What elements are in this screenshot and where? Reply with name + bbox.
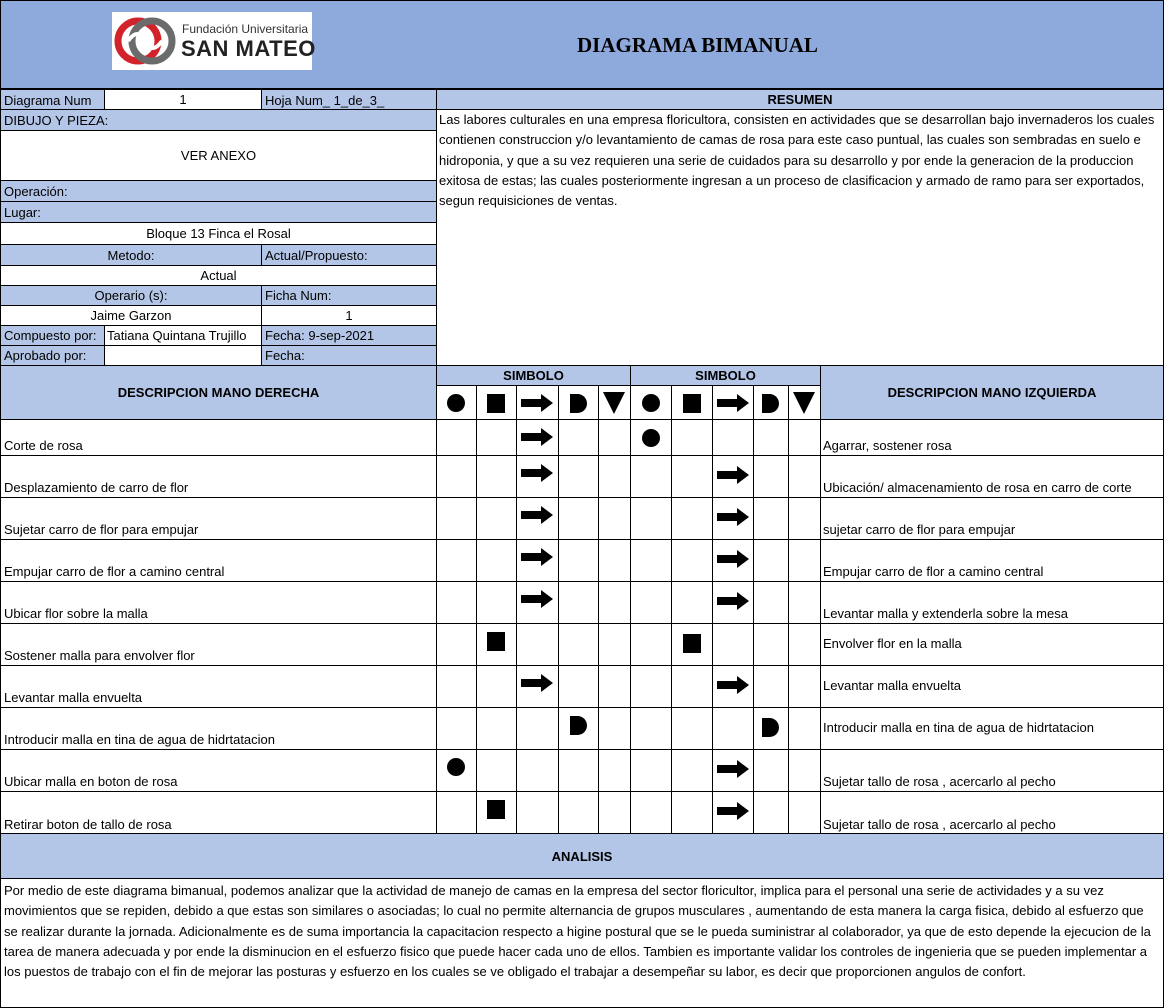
actual-propuesto-label-cell	[261, 244, 437, 266]
right-hand-text: Retirar boton de tallo de rosa	[4, 817, 172, 832]
symbol-cell	[598, 665, 631, 708]
delay-d-icon	[570, 716, 587, 735]
symbol-cell	[753, 497, 789, 540]
analisis-heading: ANALISIS	[551, 848, 613, 864]
symbol-cell	[712, 419, 754, 456]
symbol-cell	[753, 791, 789, 835]
symbol-cell	[788, 455, 821, 498]
symbol-cell	[558, 581, 599, 624]
left-hand-text: Ubicación/ almacenamiento de rosa en carro de corte	[823, 480, 1132, 495]
symbol-cell	[598, 791, 631, 835]
diagrama-num-label-cell	[0, 89, 105, 110]
symbol-cell	[788, 665, 821, 708]
transport-arrow-icon	[717, 676, 749, 694]
logo-line2: SAN MATEO	[181, 36, 316, 61]
right-hand-text: Introducir malla en tina de agua de hidrtatacion	[4, 732, 276, 747]
transport-arrow-icon	[717, 760, 749, 778]
symbol-cell	[788, 749, 821, 792]
transport-arrow-icon	[521, 394, 553, 412]
fecha-value-cell	[261, 325, 437, 346]
symbol-cell	[788, 707, 821, 750]
right-hand-description	[0, 497, 437, 540]
university-logo	[112, 12, 316, 70]
left-hand-description	[820, 419, 1164, 456]
operation-circle-icon	[642, 429, 660, 447]
symbol-cell	[630, 497, 672, 540]
symbol-cell	[753, 455, 789, 498]
symbol-cell	[598, 749, 631, 792]
left-hand-text: Levantar malla y extenderla sobre la mesa	[823, 606, 1068, 621]
delay-d-icon	[762, 718, 779, 737]
simbolo-label-left: SIMBOLO	[695, 368, 756, 383]
transport-arrow-icon	[717, 394, 749, 412]
ficha-label: Ficha Num:	[265, 288, 332, 303]
symbol-cell	[788, 791, 821, 835]
symbol-cell	[516, 791, 559, 835]
compuesto-label-cell	[0, 325, 105, 346]
transport-arrow-icon	[717, 550, 749, 568]
symbol-cell	[558, 749, 599, 792]
right-hand-description	[0, 707, 437, 750]
symbol-cell	[436, 791, 477, 835]
left-hand-description	[820, 791, 1164, 835]
operario-label: Operario (s):	[94, 288, 168, 303]
right-hand-text: Ubicar flor sobre la malla	[4, 606, 148, 621]
operario-value: Jaime Garzon	[90, 308, 172, 323]
symbol-cell	[630, 539, 672, 582]
symbol-cell	[598, 623, 631, 666]
symbol-cell	[671, 539, 713, 582]
resumen-text: Las labores culturales en una empresa floricultora, consisten en actividades que se desarrollan bajo invernaderos los cuales contienen construccion y/o levantamiento de camas de rosa para este caso puntual, las cuales son sembradas en suelo e hidroponia, y que a su vez requieren una serie de cuidados para su desarrollo y por ende la generacion de la produccion exitosa de estas; las cuales posteriormente ingresan a un proceso de clasificacion y armado de ramo para ser exportados, segun requisiciones de ventas.	[439, 112, 1155, 209]
resumen-heading: RESUMEN	[767, 92, 833, 107]
symbol-cell	[436, 455, 477, 498]
symbol-cell	[436, 419, 477, 456]
right-hand-description	[0, 749, 437, 792]
right-hand-description	[0, 539, 437, 582]
transport-arrow-icon	[521, 464, 553, 482]
fecha-value: Fecha: 9-sep-2021	[265, 328, 375, 343]
metodo-value: Actual	[200, 268, 237, 283]
lugar-label: Lugar:	[4, 205, 41, 220]
analisis-text: Por medio de este diagrama bimanual, podemos analizar que la actividad de manejo de camas en la empresa del sector floricultor, implica para el personal una serie de actividades y a su vez movimientos que se repiden, debido a que estas son similares o asociadas; lo cual no permite alternancia de grupos musculares , aumentando de esta manera la carga fisica, debido al esfuerzo que se realizar durante la jornada. Adicionalmente es de suma importancia la capacitacion respecto a higine postural que se le pueda suministrar al colaborador, ya que de esto depende la ejecucion de la tarea de manera adecuada y por ende la disminucion en el esfuerzo fisico que puede hacer cada uno de ellos. Tambien es importante validar los controles de ingenieria que se pueden implementar a los puestos de trabajo con el fin de mejorar las posturas y esfuerzo en los cuales se ve obligado el trabajar a desempeñar su labor, es decir que proporcionen angulos de confort.	[4, 883, 1151, 980]
symbol-cell	[671, 419, 713, 456]
page-title: DIAGRAMA BIMANUAL	[577, 33, 818, 57]
symbol-cell	[516, 707, 559, 750]
symbol-cell	[788, 539, 821, 582]
delay-d-icon	[570, 394, 587, 413]
symbol-cell	[788, 581, 821, 624]
symbol-cell	[712, 707, 754, 750]
transport-arrow-icon	[717, 592, 749, 610]
symbol-cell	[476, 455, 517, 498]
right-hand-description	[0, 623, 437, 666]
left-hand-text: Envolver flor en la malla	[823, 636, 962, 651]
right-hand-text: Sujetar carro de flor para empujar	[4, 522, 199, 537]
inspection-square-icon	[487, 800, 505, 819]
ficha-value-cell	[261, 305, 437, 326]
right-hand-description	[0, 665, 437, 708]
right-hand-text: Levantar malla envuelta	[4, 690, 143, 705]
right-hand-heading-cell	[0, 365, 437, 420]
symbol-cell	[436, 623, 477, 666]
left-hand-text: sujetar carro de flor para empujar	[823, 522, 1016, 537]
symbol-cell	[630, 665, 672, 708]
hoja-num-cell	[261, 89, 437, 110]
left-hand-text: Introducir malla en tina de agua de hidrtatacion	[823, 720, 1095, 735]
logo-line1: Fundación Universitaria	[182, 22, 309, 36]
dibujo-value-cell	[0, 130, 437, 181]
right-hand-text: Sostener malla para envolver flor	[4, 648, 195, 663]
right-hand-description	[0, 419, 437, 456]
aprobado-label: Aprobado por:	[4, 348, 87, 363]
symbol-cell	[476, 539, 517, 582]
symbol-cell	[516, 749, 559, 792]
symbol-cell	[598, 539, 631, 582]
left-hand-text: Sujetar tallo de rosa , acercarlo al pecho	[823, 817, 1056, 832]
symbol-cell	[476, 749, 517, 792]
transport-arrow-icon	[521, 548, 553, 566]
inspection-square-icon	[487, 632, 505, 651]
symbol-cell	[788, 497, 821, 540]
right-hand-description	[0, 455, 437, 498]
operation-circle-icon	[642, 394, 660, 412]
left-hand-description	[820, 749, 1164, 792]
symbol-cell	[598, 455, 631, 498]
symbol-cell	[671, 707, 713, 750]
compuesto-value-cell	[104, 325, 262, 346]
symbol-cell	[476, 419, 517, 456]
transport-arrow-icon	[521, 590, 553, 608]
left-hand-description	[820, 665, 1164, 708]
symbol-cell	[671, 791, 713, 835]
simbolo-label-right: SIMBOLO	[503, 368, 564, 383]
right-hand-text: Desplazamiento de carro de flor	[4, 480, 189, 495]
symbol-cell	[558, 497, 599, 540]
inspection-square-icon	[683, 634, 701, 653]
storage-triangle-icon	[793, 392, 815, 414]
symbol-cell	[558, 665, 599, 708]
left-hand-description	[820, 539, 1164, 582]
symbol-cell	[671, 665, 713, 708]
symbol-cell	[753, 539, 789, 582]
symbol-cell	[630, 581, 672, 624]
right-hand-description	[0, 581, 437, 624]
transport-arrow-icon	[717, 802, 749, 820]
resumen-heading-cell	[436, 89, 1164, 110]
right-hand-heading: DESCRIPCION MANO DERECHA	[117, 385, 320, 400]
symbol-cell	[436, 539, 477, 582]
symbol-cell	[753, 419, 789, 456]
operario-label-cell	[0, 285, 262, 306]
simbolo-heading-left	[630, 365, 821, 386]
right-hand-text: Corte de rosa	[4, 438, 83, 453]
symbol-cell	[558, 791, 599, 835]
diagrama-num-label: Diagrama Num	[4, 93, 92, 108]
symbol-cell	[598, 707, 631, 750]
diagrama-num-text: 1	[179, 92, 187, 107]
left-hand-text: Levantar malla envuelta	[823, 678, 962, 693]
left-hand-heading-cell	[820, 365, 1164, 420]
lugar-value: Bloque 13 Finca el Rosal	[146, 226, 291, 241]
lugar-value-cell	[0, 222, 437, 245]
symbol-cell	[598, 419, 631, 456]
right-hand-text: Empujar carro de flor a camino central	[4, 564, 225, 579]
symbol-cell	[671, 455, 713, 498]
diagrama-num-value	[104, 89, 262, 110]
transport-arrow-icon	[717, 466, 749, 484]
inspection-square-icon	[487, 394, 505, 413]
symbol-cell	[476, 497, 517, 540]
operacion-label: Operación:	[4, 184, 68, 199]
symbol-cell	[598, 497, 631, 540]
symbol-cell	[476, 665, 517, 708]
left-hand-text: Agarrar, sostener rosa	[823, 438, 952, 453]
hoja-num-text: Hoja Num_ 1_de_3_	[265, 93, 385, 108]
fecha2-label-cell	[261, 345, 437, 366]
symbol-cell	[476, 707, 517, 750]
ficha-label-cell	[261, 285, 437, 306]
symbol-cell	[753, 665, 789, 708]
transport-arrow-icon	[717, 508, 749, 526]
symbol-cell	[788, 623, 821, 666]
symbol-cell	[476, 581, 517, 624]
symbol-cell	[436, 665, 477, 708]
symbol-cell	[436, 707, 477, 750]
metodo-label-cell	[0, 244, 262, 266]
operario-value-cell	[0, 305, 262, 326]
symbol-cell	[598, 581, 631, 624]
symbol-cell	[753, 623, 789, 666]
resumen-body-cell	[436, 109, 1164, 366]
dibujo-value: VER ANEXO	[180, 148, 257, 163]
operation-circle-icon	[447, 394, 465, 412]
operacion-label-cell	[0, 180, 437, 202]
simbolo-heading-right	[436, 365, 631, 386]
symbol-cell	[630, 749, 672, 792]
analisis-body-cell	[0, 878, 1164, 1008]
symbol-cell	[671, 581, 713, 624]
left-hand-description	[820, 707, 1164, 750]
symbol-cell	[558, 539, 599, 582]
symbol-cell	[436, 581, 477, 624]
left-hand-description	[820, 455, 1164, 498]
aprobado-value-cell	[104, 345, 262, 366]
analisis-heading-cell	[0, 833, 1164, 879]
symbol-cell	[516, 623, 559, 666]
symbol-cell	[630, 707, 672, 750]
symbol-cell	[712, 623, 754, 666]
symbol-cell	[558, 623, 599, 666]
inspection-square-icon	[683, 394, 701, 413]
actual-propuesto-label: Actual/Propuesto:	[265, 248, 368, 263]
compuesto-label: Compuesto por:	[4, 328, 97, 343]
symbol-cell	[558, 419, 599, 456]
left-hand-heading: DESCRIPCION MANO IZQUIERDA	[887, 385, 1097, 400]
left-hand-text: Sujetar tallo de rosa , acercarlo al pecho	[823, 774, 1056, 789]
symbol-cell	[671, 497, 713, 540]
dibujo-label: DIBUJO Y PIEZA:	[4, 113, 109, 128]
symbol-cell	[436, 497, 477, 540]
lugar-label-cell	[0, 201, 437, 223]
ficha-value: 1	[345, 308, 353, 323]
left-hand-text: Empujar carro de flor a camino central	[823, 564, 1044, 579]
right-hand-text: Ubicar malla en boton de rosa	[4, 774, 178, 789]
symbol-cell	[753, 581, 789, 624]
compuesto-value: Tatiana Quintana Trujillo	[107, 328, 247, 343]
left-hand-description	[820, 581, 1164, 624]
transport-arrow-icon	[521, 506, 553, 524]
storage-triangle-icon	[603, 392, 625, 414]
left-hand-description	[820, 623, 1164, 666]
right-hand-description	[0, 791, 437, 835]
metodo-value-cell	[0, 265, 437, 286]
symbol-cell	[671, 749, 713, 792]
aprobado-label-cell	[0, 345, 105, 366]
delay-d-icon	[762, 394, 779, 413]
operation-circle-icon	[447, 758, 465, 776]
transport-arrow-icon	[521, 674, 553, 692]
symbol-cell	[630, 791, 672, 835]
fecha2-label: Fecha:	[265, 348, 305, 363]
symbol-cell	[788, 419, 821, 456]
transport-arrow-icon	[521, 428, 553, 446]
symbol-cell	[753, 749, 789, 792]
metodo-label: Metodo:	[107, 247, 155, 263]
symbol-cell	[630, 455, 672, 498]
symbol-cell	[630, 623, 672, 666]
dibujo-label-cell	[0, 109, 437, 131]
left-hand-description	[820, 497, 1164, 540]
symbol-cell	[558, 455, 599, 498]
